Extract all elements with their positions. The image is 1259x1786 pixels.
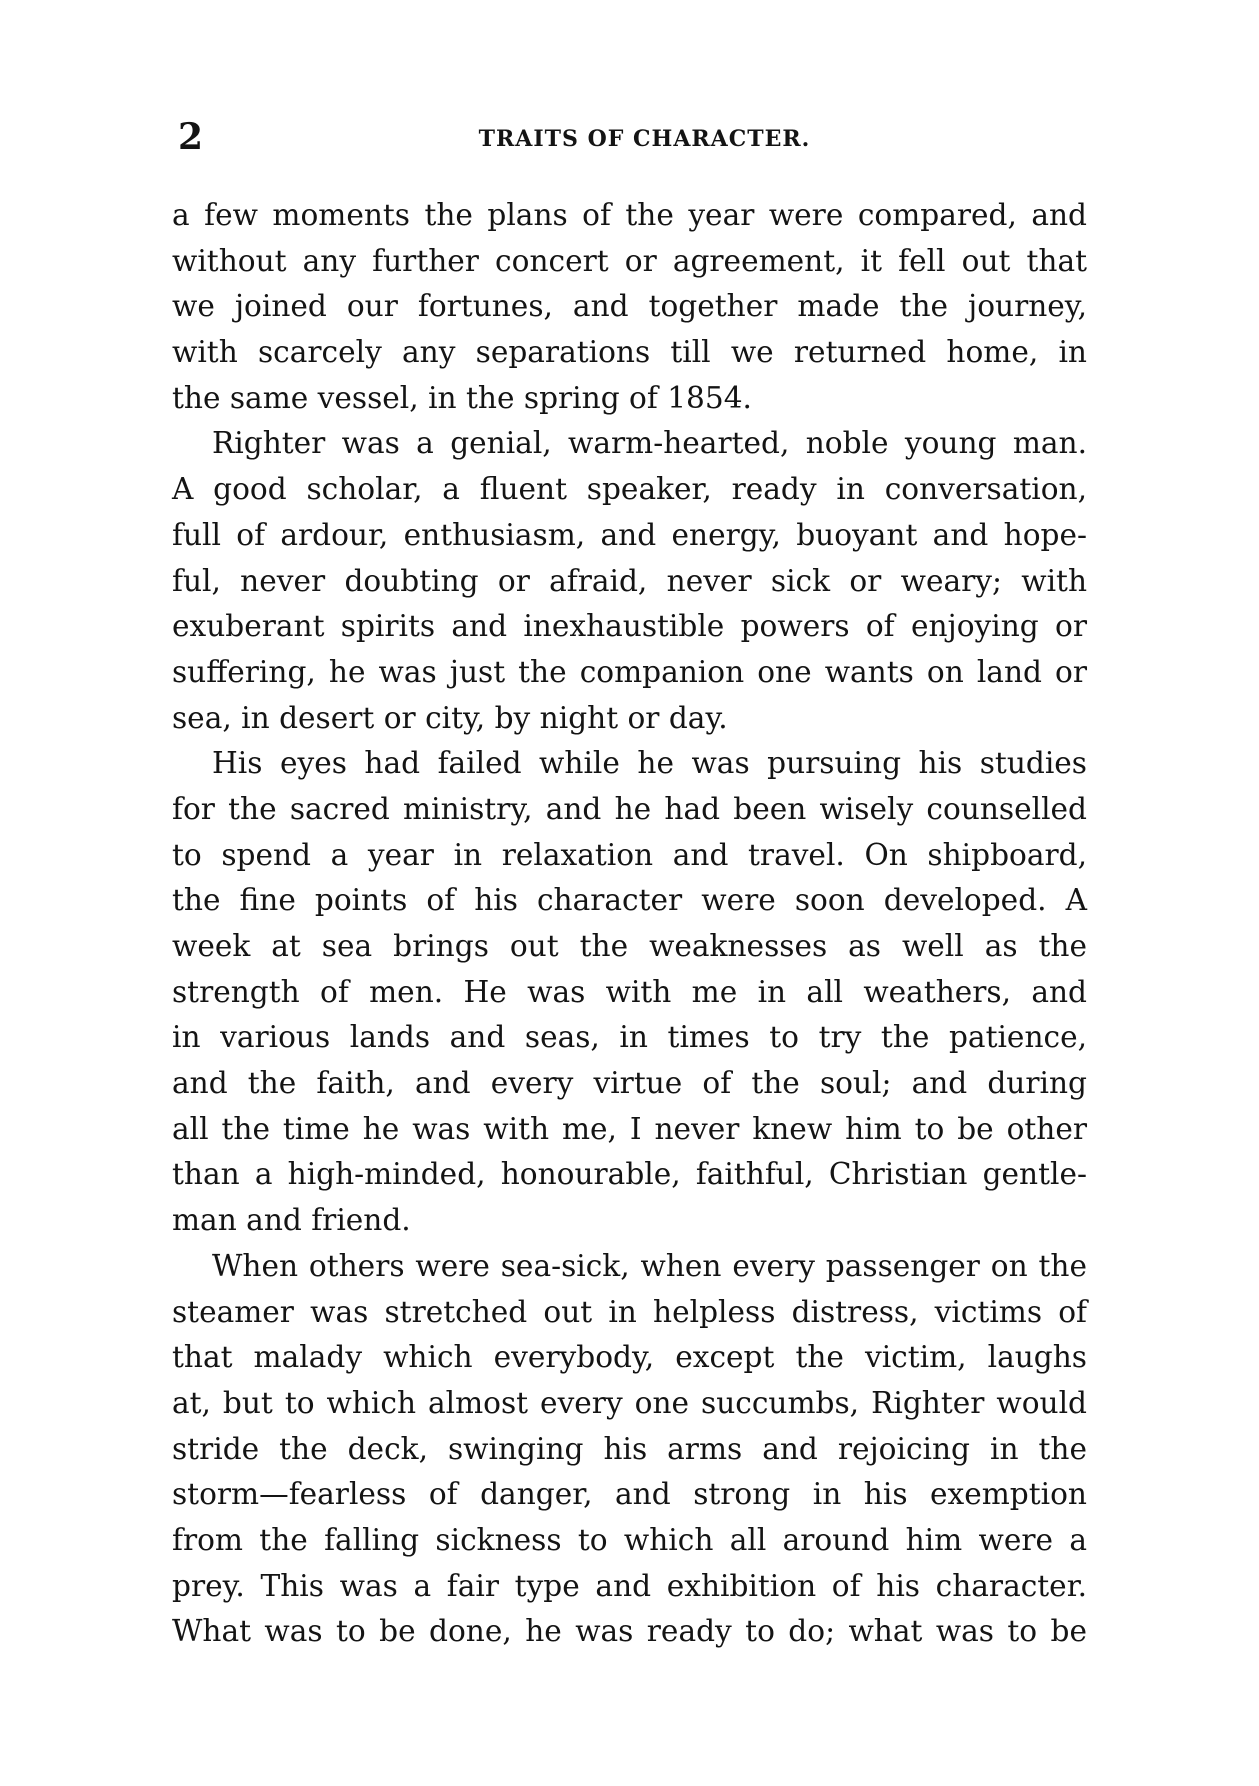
- paragraph: [172, 741, 1087, 1244]
- body-text: [172, 193, 1087, 1655]
- text-line: Righter was a genial, warm-hearted, noble young man.: [212, 426, 1087, 461]
- text-line: the fine points of his character were soon developed. A: [172, 883, 1087, 918]
- running-title: TRAITS OF CHARACTER.: [478, 126, 811, 152]
- text-line: suffering, he was just the companion one wants on land or: [172, 654, 1087, 689]
- text-line: steamer was stretched out in helpless distress, victims of: [172, 1294, 1087, 1329]
- text-line: we joined our fortunes, and together made the journey,: [172, 289, 1087, 324]
- text-line: stride the deck, swinging his arms and rejoicing in the: [172, 1431, 1087, 1466]
- text-line: week at sea brings out the weaknesses as well as the: [172, 929, 1087, 963]
- text-line: storm—fearless of danger, and strong in his exemption: [172, 1477, 1087, 1512]
- text-line: without any further concert or agreement, it fell out that: [172, 243, 1087, 278]
- text-line: the same vessel, in the spring of 1854.: [172, 380, 752, 415]
- text-line: all the time he was with me, I never knew him to be other: [172, 1111, 1087, 1146]
- text-line: with scarcely any separations till we returned home, in: [172, 335, 1087, 370]
- text-line: man and friend.: [172, 1203, 411, 1238]
- paragraph: [172, 1244, 1087, 1655]
- page-number: 2: [178, 116, 204, 158]
- text-line: prey. This was a fair type and exhibition of his character.: [172, 1568, 1087, 1603]
- text-line: full of ardour, enthusiasm, and energy, buoyant and hope-: [172, 517, 1087, 552]
- text-line: that malady which everybody, except the victim, laughs: [172, 1340, 1087, 1375]
- text-line: His eyes had failed while he was pursuing his studies: [212, 746, 1087, 781]
- text-line: in various lands and seas, in times to try the patience,: [172, 1020, 1087, 1055]
- text-line: a few moments the plans of the year were compared, and: [172, 198, 1087, 232]
- text-line: What was to be done, he was ready to do; what was to be: [172, 1614, 1087, 1649]
- text-line: than a high-minded, honourable, faithful, Christian gentle-: [172, 1157, 1087, 1192]
- text-line: When others were sea-sick, when every passenger on the: [212, 1248, 1087, 1283]
- paragraph: [172, 421, 1087, 741]
- text-line: exuberant spirits and inexhaustible powers of enjoying or: [172, 609, 1087, 644]
- text-line: from the falling sickness to which all around him were a: [172, 1522, 1087, 1557]
- text-line: A good scholar, a fluent speaker, ready in conversation,: [172, 472, 1087, 507]
- text-line: and the faith, and every virtue of the soul; and during: [172, 1066, 1087, 1101]
- text-line: to spend a year in relaxation and travel. On shipboard,: [172, 837, 1087, 872]
- text-line: at, but to which almost every one succumbs, Righter would: [172, 1385, 1087, 1420]
- text-line: ful, never doubting or afraid, never sick or weary; with: [172, 563, 1087, 598]
- text-line: sea, in desert or city, by night or day.: [172, 700, 728, 735]
- text-line: for the sacred ministry, and he had been wisely counselled: [172, 791, 1087, 826]
- text-line: strength of men. He was with me in all weathers, and: [172, 974, 1087, 1009]
- paragraph: [172, 193, 1087, 421]
